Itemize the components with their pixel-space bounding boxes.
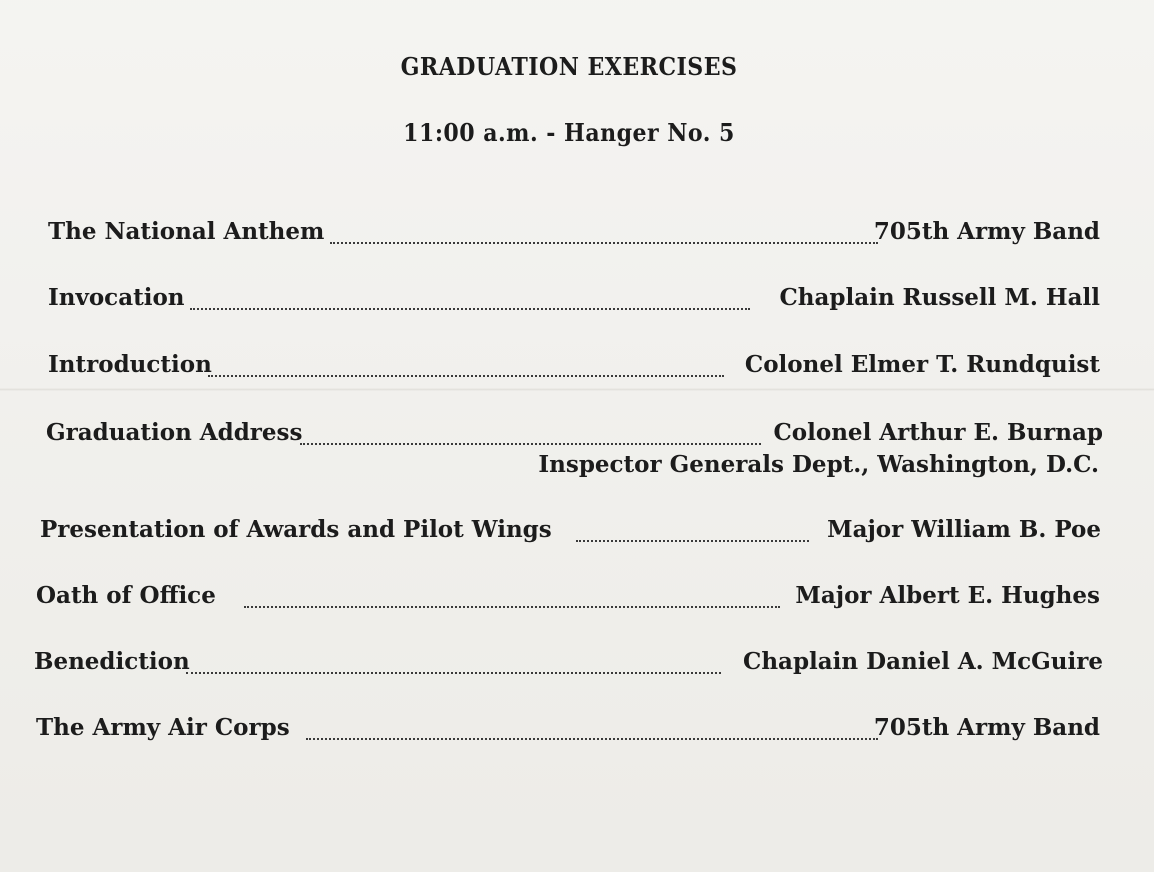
- program-performer: Colonel Arthur E. Burnap: [773, 419, 1103, 446]
- program-item: Invocation: [48, 284, 185, 311]
- program-performer: Major Albert E. Hughes: [795, 582, 1100, 609]
- dot-leader: [330, 242, 878, 244]
- program-row-oath: [36, 582, 1100, 614]
- program-performer: Chaplain Daniel A. McGuire: [743, 648, 1103, 675]
- program-item: Oath of Office: [36, 582, 216, 609]
- program-performer: 705th Army Band: [873, 218, 1100, 245]
- program-item: The National Anthem: [48, 218, 325, 245]
- program-item: The Army Air Corps: [36, 714, 290, 741]
- program-row-army-air-corps: [36, 714, 1100, 746]
- dot-leader: [186, 672, 721, 674]
- time-and-place: 11:00 a.m. - Hanger No. 5: [403, 118, 735, 147]
- dot-leader: [190, 308, 750, 310]
- program-performer: Chaplain Russell M. Hall: [779, 284, 1100, 311]
- program-performer: Colonel Elmer T. Rundquist: [744, 351, 1100, 378]
- program-row-introduction: [48, 351, 1100, 383]
- program-item: Introduction: [48, 351, 212, 378]
- performer-detail: Inspector Generals Dept., Washington, D.C.: [538, 451, 1099, 478]
- dot-leader: [306, 738, 878, 740]
- page-title: GRADUATION EXERCISES: [400, 52, 738, 81]
- program-row-national-anthem: [48, 218, 1100, 250]
- program-performer: Major William B. Poe: [827, 516, 1101, 543]
- program-row-awards: [40, 516, 1101, 548]
- program-item: Graduation Address: [46, 419, 303, 446]
- program-row-invocation: [48, 284, 1100, 316]
- paper-fold-line: [0, 388, 1154, 391]
- program-item: Presentation of Awards and Pilot Wings: [40, 516, 552, 543]
- dot-leader: [300, 443, 761, 445]
- program-row-graduation-address: [46, 419, 1103, 451]
- program-performer: 705th Army Band: [873, 714, 1100, 741]
- dot-leader: [208, 375, 724, 377]
- dot-leader: [244, 606, 780, 608]
- program-row-benediction: [34, 648, 1103, 680]
- program-item: Benediction: [34, 648, 190, 675]
- dot-leader: [576, 540, 809, 542]
